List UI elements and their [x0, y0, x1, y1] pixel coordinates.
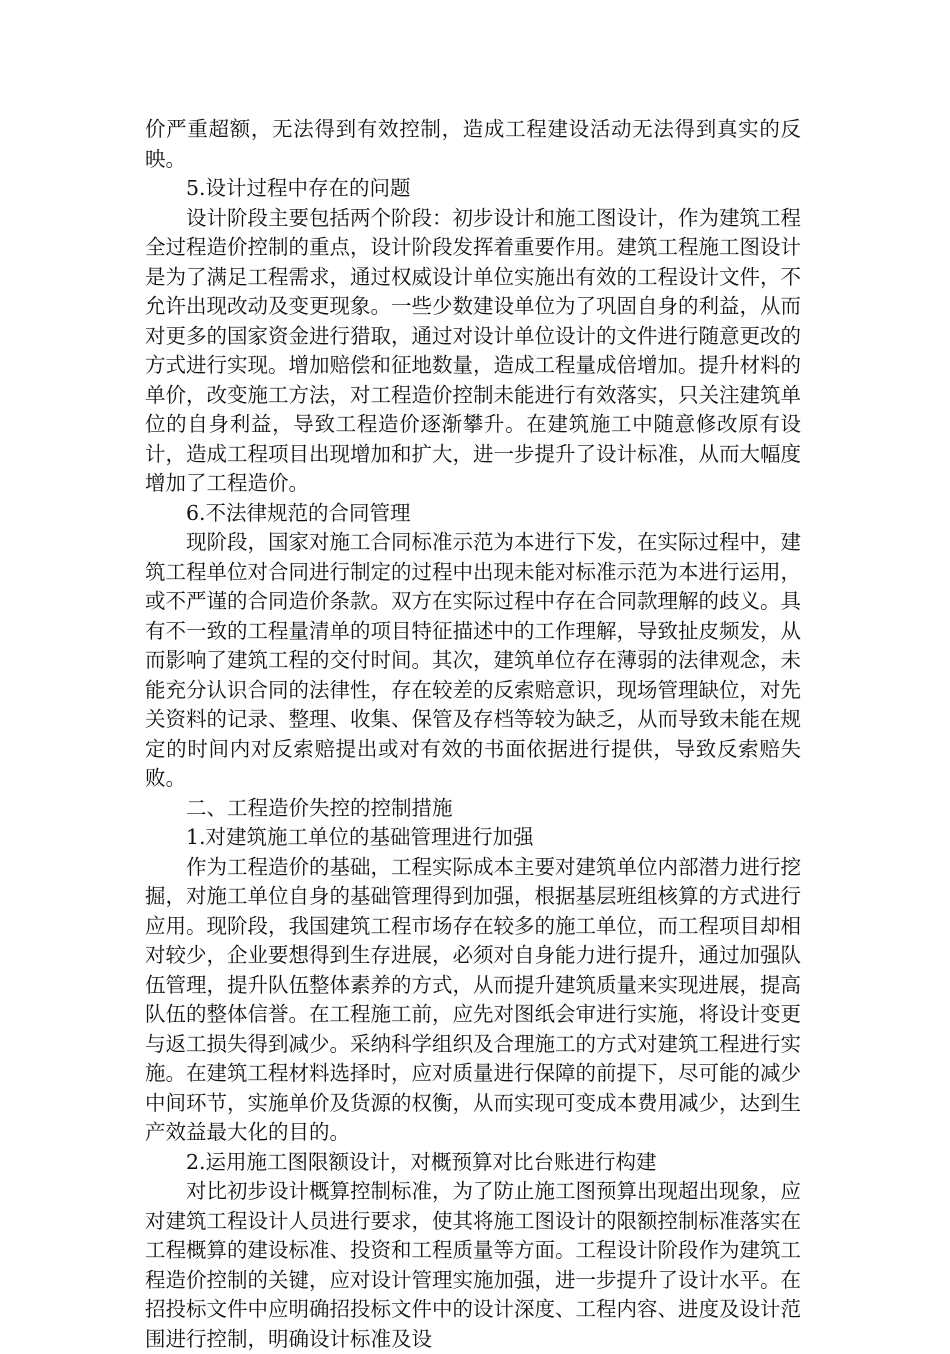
paragraph-contract-management: 现阶段，国家对施工合同标准示范为本进行下发，在实际过程中，建筑工程单位对合同进行制定的过程中出现未能对标准示范为本进行运用，或不严谨的合同造价条款。双方在实际过程中存在合同款理解的歧义。具有不一致的工程量清单的项目特征描述中的工作理解，导致扯皮频发，从而影响了建筑工程的交付时间。其次，建筑单位存在薄弱的法律观念，未能充分认识合同的法律性，存在较差的反索赔意识，现场管理缺位，对先关资料的记录、整理、收集、保管及存档等较为缺乏，从而导致未能在规定的时间内对反索赔提出或对有效的书面依据进行提供，导致反索赔失败。 [145, 530, 801, 790]
heading-contract-management: 6.不法律规范的合同管理 [186, 500, 411, 525]
section-heading-control-measures: 二、工程造价失控的控制措施 [186, 795, 453, 820]
heading-limit-design: 2.运用施工图限额设计，对概预算对比台账进行构建 [186, 1149, 657, 1174]
heading-basic-management: 1.对建筑施工单位的基础管理进行加强 [186, 825, 534, 849]
heading-design-problems: 5.设计过程中存在的问题 [186, 176, 411, 200]
paragraph-limit-design: 对比初步设计概算控制标准，为了防止施工图预算出现超出现象，应对建筑工程设计人员进行要求，使其将施工图设计的限额控制标准落实在工程概算的建设标准、投资和工程质量等方面。工程设计阶段作为建筑工程造价控制的关键，应对设计管理实施加强，进一步提升了设计水平。在招投标文件中应明确招投标文件中的设计深度、工程内容、进度及设计范围进行控制，明确设计标准及设 [145, 1179, 801, 1351]
paragraph-continued: 价严重超额，无法得到有效控制，造成工程建设活动无法得到真实的反映。 [145, 117, 801, 171]
document-body [145, 115, 801, 1354]
paragraph-basic-management: 作为工程造价的基础，工程实际成本主要对建筑单位内部潜力进行挖掘，对施工单位自身的基础管理得到加强，根据基层班组核算的方式进行应用。现阶段，我国建筑工程市场存在较多的施工单位，而工程项目却相对较少，企业要想得到生存进展，必须对自身能力进行提升，通过加强队伍管理，提升队伍整体素养的方式，从而提升建筑质量来实现进展，提高队伍的整体信誉。在工程施工前，应先对图纸会审进行实施，将设计变更与返工损失得到减少。采纳科学组织及合理施工的方式对建筑工程进行实施。在建筑工程材料选择时，应对质量进行保障的前提下，尽可能的减少中间环节，实施单价及货源的权衡，从而实现可变成本费用减少，达到生产效益最大化的目的。 [145, 854, 801, 1144]
paragraph-design-stage: 设计阶段主要包括两个阶段：初步设计和施工图设计，作为建筑工程全过程造价控制的重点，设计阶段发挥着重要作用。建筑工程施工图设计是为了满足工程需求，通过权威设计单位实施出有效的工程设计文件，不允许出现改动及变更现象。一些少数建设单位为了巩固自身的利益，从而对更多的国家资金进行猎取，通过对设计单位设计的文件进行随意更改的方式进行实现。增加赔偿和征地数量，造成工程量成倍增加。提升材料的单价，改变施工方法，对工程造价控制未能进行有效落实，只关注建筑单位的自身利益，导致工程造价逐渐攀升。在建筑施工中随意修改原有设计，造成工程项目出现增加和扩大，进一步提升了设计标准，从而大幅度增加了工程造价。 [145, 205, 801, 495]
